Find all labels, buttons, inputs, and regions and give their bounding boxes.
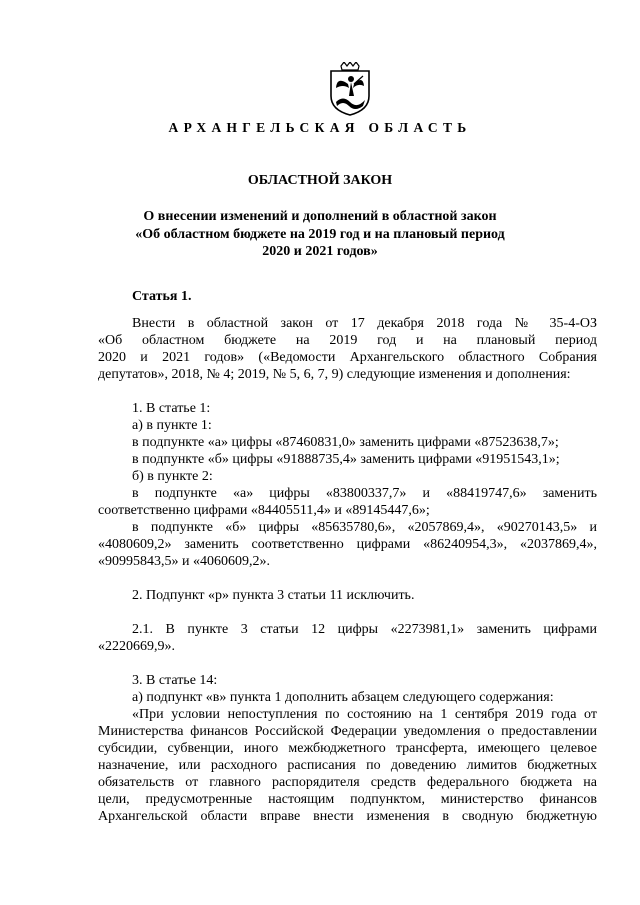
item-heading: 1. В статье 1: <box>132 401 211 416</box>
subitem-heading: а) подпункт «в» пункта 1 дополнить абзацем следующего содержания: <box>132 690 554 705</box>
subitem-line: в подпункте «б» цифры «91888735,4» заменить цифрами «91951543,1»; <box>132 452 560 467</box>
subitem-line: «4080609,2» заменить соответственно цифрами «86240954,3», «2037869,4», <box>98 537 597 552</box>
subitem-line: «90995843,5» и «4060609,2». <box>98 554 270 569</box>
article-heading: Статья 1. <box>132 289 192 304</box>
subitem-line: соответственно цифрами «84405511,4» и «89145447,6»; <box>98 503 430 518</box>
item-heading: 3. В статье 14: <box>132 673 218 688</box>
quote-line: цели, предусмотренные настоящим подпунктом, министерство финансов <box>98 792 597 807</box>
quote-line: Архангельской области вправе внести изменения в сводную бюджетную <box>98 809 597 824</box>
item-2-1-line: «2220669,9». <box>98 639 175 654</box>
subitem-heading: б) в пункте 2: <box>132 469 213 484</box>
quote-line: Министерства финансов Российской Федерации уведомления о предоставлении <box>98 724 597 739</box>
quote-line: обязательств от главного распорядителя средств федерального бюджета на <box>98 775 597 790</box>
intro-line: 2020 и 2021 годов» («Ведомости Архангельского областного Собрания <box>98 350 597 365</box>
quote-line: назначение, или расходного расписания по доведению лимитов бюджетных <box>98 758 597 773</box>
coat-of-arms-icon <box>327 62 373 116</box>
subitem-heading: а) в пункте 1: <box>132 418 212 433</box>
region-name: АРХАНГЕЛЬСКАЯ ОБЛАСТЬ <box>168 120 472 135</box>
quote-line: субсидии, субвенции, иного межбюджетного трансферта, имеющего целевое <box>98 741 597 756</box>
subitem-line: в подпункте «б» цифры «85635780,6», «2057869,4», «90270143,5» и <box>132 520 597 535</box>
item-2-1-line: 2.1. В пункте 3 статьи 12 цифры «2273981,1» заменить цифрами <box>132 622 597 637</box>
law-title-line: 2020 и 2021 годов» <box>262 244 378 259</box>
subitem-line: в подпункте «а» цифры «87460831,0» заменить цифрами «87523638,7»; <box>132 435 559 450</box>
quote-line: «При условии непоступления по состоянию на 1 сентября 2019 года от <box>132 707 597 722</box>
intro-line: Внести в областной закон от 17 декабря 2018 года № 35-4-ОЗ <box>132 316 597 331</box>
law-title-line: О внесении изменений и дополнений в областной закон <box>143 209 497 224</box>
document-body <box>98 288 597 825</box>
item-2: 2. Подпункт «р» пункта 3 статьи 11 исключить. <box>132 588 415 603</box>
law-title <box>100 208 540 261</box>
law-title-line: «Об областном бюджете на 2019 год и на плановый период <box>135 226 505 242</box>
subitem-line: в подпункте «а» цифры «83800337,7» и «88419747,6» заменить <box>132 486 597 501</box>
intro-line: «Об областном бюджете на 2019 год и на плановый период <box>98 333 597 348</box>
intro-line: депутатов», 2018, № 4; 2019, № 5, 6, 7, 9) следующие изменения и дополнения: <box>98 367 571 382</box>
law-type: ОБЛАСТНОЙ ЗАКОН <box>247 173 393 188</box>
